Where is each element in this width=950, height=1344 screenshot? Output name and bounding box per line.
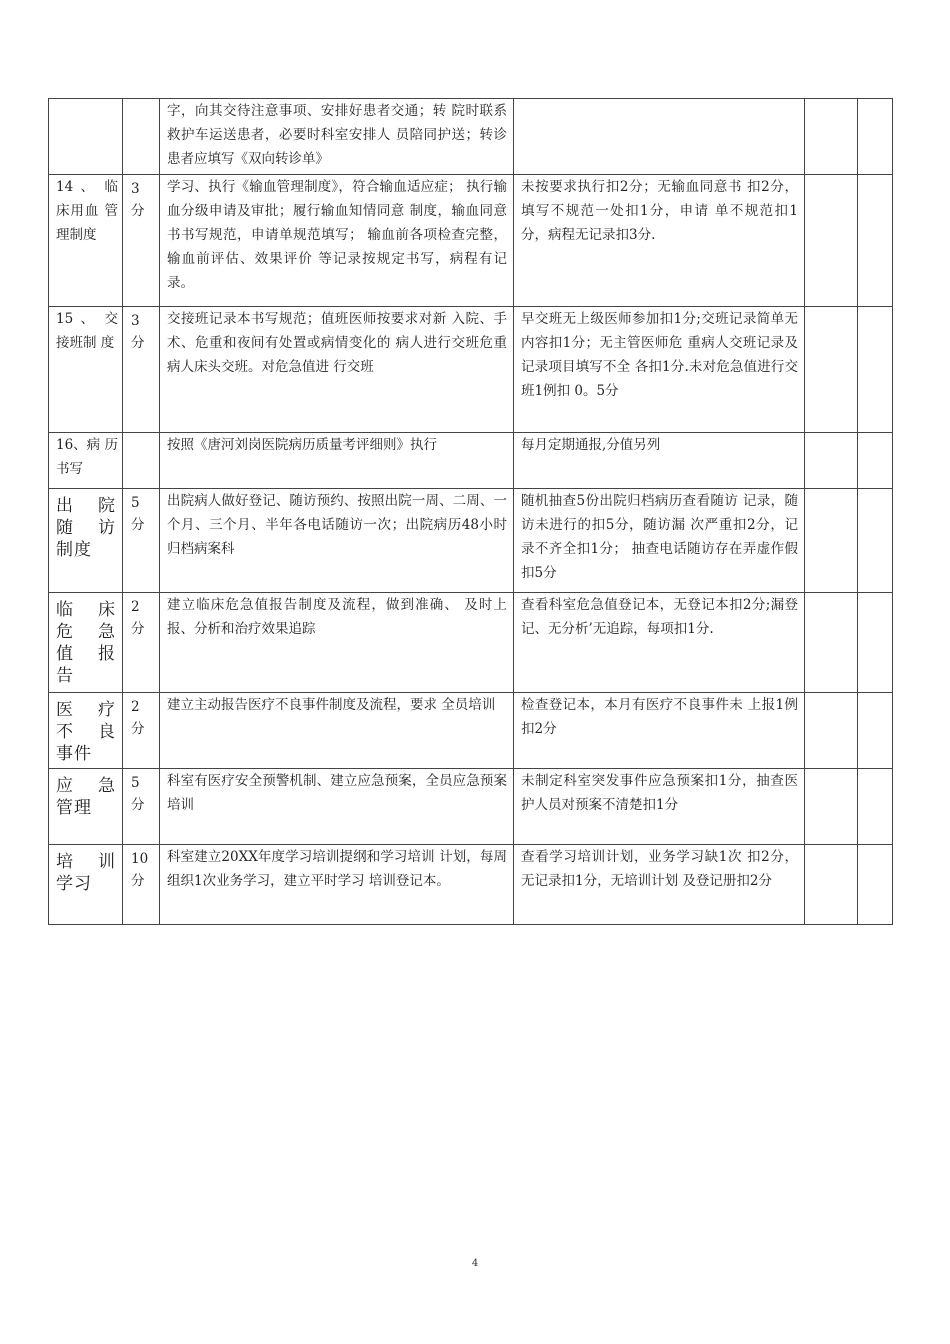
table-row: [49, 175, 893, 307]
blank-cell: [858, 845, 893, 925]
blank-cell: [858, 175, 893, 307]
blank-cell: [805, 769, 858, 845]
deduction-cell: 查看学习培训计划，业务学习缺1次 扣2分，无记录扣1分，无培训计划 及登记册扣2分: [514, 845, 805, 925]
score-cell: 5 分: [123, 769, 160, 845]
requirement-cell: 建立临床危急值报告制度及流程，做到准确、 及时上报、分析和治疗效果追踪: [160, 593, 514, 693]
blank-cell: [858, 307, 893, 433]
table-row: [49, 769, 893, 845]
table-row: [49, 307, 893, 433]
table-row: [49, 693, 893, 769]
blank-cell: [805, 489, 858, 593]
deduction-cell: 查看科室危急值登记本，无登记本扣2分;漏登记、无分析’无追踪，每项扣1分.: [514, 593, 805, 693]
blank-cell: [805, 307, 858, 433]
score-cell: 5 分: [123, 489, 160, 593]
blank-cell: [858, 433, 893, 489]
deduction-cell: [514, 99, 805, 175]
deduction-cell: 未制定科室突发事件应急预案扣1分，抽查医护人员对预案不清楚扣1分: [514, 769, 805, 845]
score-cell: [123, 433, 160, 489]
score-cell: 3 分: [123, 175, 160, 307]
blank-cell: [858, 593, 893, 693]
blank-cell: [858, 769, 893, 845]
deduction-cell: 随机抽查5份出院归档病历查看随访 记录，随访未进行的扣5分，随访漏 次严重扣2分，记录不齐全扣1分； 抽查电话随访存在弄虚作假扣5分: [514, 489, 805, 593]
requirement-cell: 科室有医疗安全预警机制、建立应急预案，全员应急预案培训: [160, 769, 514, 845]
item-cell: 临床 危急 值报 告: [49, 593, 123, 693]
item-cell: 出院 随访 制度: [49, 489, 123, 593]
requirement-cell: 出院病人做好登记、随访预约、按照出院一周、二周、一个月、三个月、半年各电话随访一次；出院病历48小时归档病案科: [160, 489, 514, 593]
score-cell: 2 分: [123, 593, 160, 693]
score-cell: 2 分: [123, 693, 160, 769]
score-cell: 3 分: [123, 307, 160, 433]
requirement-cell: 学习、执行《输血管理制度》，符合输血适应症； 执行输血分级申请及审批；履行输血知情同意 制度，输血同意书书写规范，申请单规范填写； 输血前各项检查完整，输血前评估、效果评价 等记录按规定书写，病程有记录。: [160, 175, 514, 307]
table-row: [49, 845, 893, 925]
blank-cell: [858, 99, 893, 175]
deduction-cell: 未按要求执行扣2分；无输血同意书 扣2分，填写不规范一处扣1分，申请 单不规范扣1分，病程无记录扣3分.: [514, 175, 805, 307]
table-row: [49, 593, 893, 693]
item-cell: [49, 99, 123, 175]
table-row: [49, 489, 893, 593]
page-number: 4: [471, 1258, 479, 1269]
item-cell: 医疗 不良 事件: [49, 693, 123, 769]
blank-cell: [805, 99, 858, 175]
deduction-cell: 检查登记本，本月有医疗不良事件未 上报1例扣2分: [514, 693, 805, 769]
table-row: [49, 433, 893, 489]
deduction-cell: 每月定期通报,分值另列: [514, 433, 805, 489]
item-cell: 应 急 管理: [49, 769, 123, 845]
requirement-cell: 字，向其交待注意事项、安排好患者交通；转 院时联系救护车运送患者，必要时科室安排人 员陪同护送；转诊患者应填写《双向转诊单》: [160, 99, 514, 175]
blank-cell: [805, 693, 858, 769]
blank-cell: [805, 175, 858, 307]
requirement-cell: 交接班记录本书写规范；值班医师按要求对新 入院、手术、危重和夜间有处置或病情变化的 病人进行交班危重病人床头交班。对危急值进 行交班: [160, 307, 514, 433]
table-row: [49, 99, 893, 175]
item-cell: 14 、 临床用血 管理制度: [49, 175, 123, 307]
blank-cell: [805, 593, 858, 693]
item-cell: 16、病 历书写: [49, 433, 123, 489]
assessment-table: [48, 98, 893, 925]
score-cell: [123, 99, 160, 175]
item-cell: 15 、 交接班制 度: [49, 307, 123, 433]
blank-cell: [805, 845, 858, 925]
blank-cell: [858, 693, 893, 769]
requirement-cell: 按照《唐河刘岗医院病历质量考评细则》执行: [160, 433, 514, 489]
item-cell: 培 训 学习: [49, 845, 123, 925]
requirement-cell: 建立主动报告医疗不良事件制度及流程，要求 全员培训: [160, 693, 514, 769]
requirement-cell: 科室建立20XX年度学习培训提纲和学习培训 计划，每周组织1次业务学习，建立平时学习 培训登记本。: [160, 845, 514, 925]
score-cell: 10 分: [123, 845, 160, 925]
deduction-cell: 早交班无上级医师参加扣1分;交班记录简单无内容扣1分；无主管医师危 重病人交班记录及记录项目填写不全 各扣1分.未对危急值进行交班1例扣 0。5分: [514, 307, 805, 433]
blank-cell: [805, 433, 858, 489]
blank-cell: [858, 489, 893, 593]
